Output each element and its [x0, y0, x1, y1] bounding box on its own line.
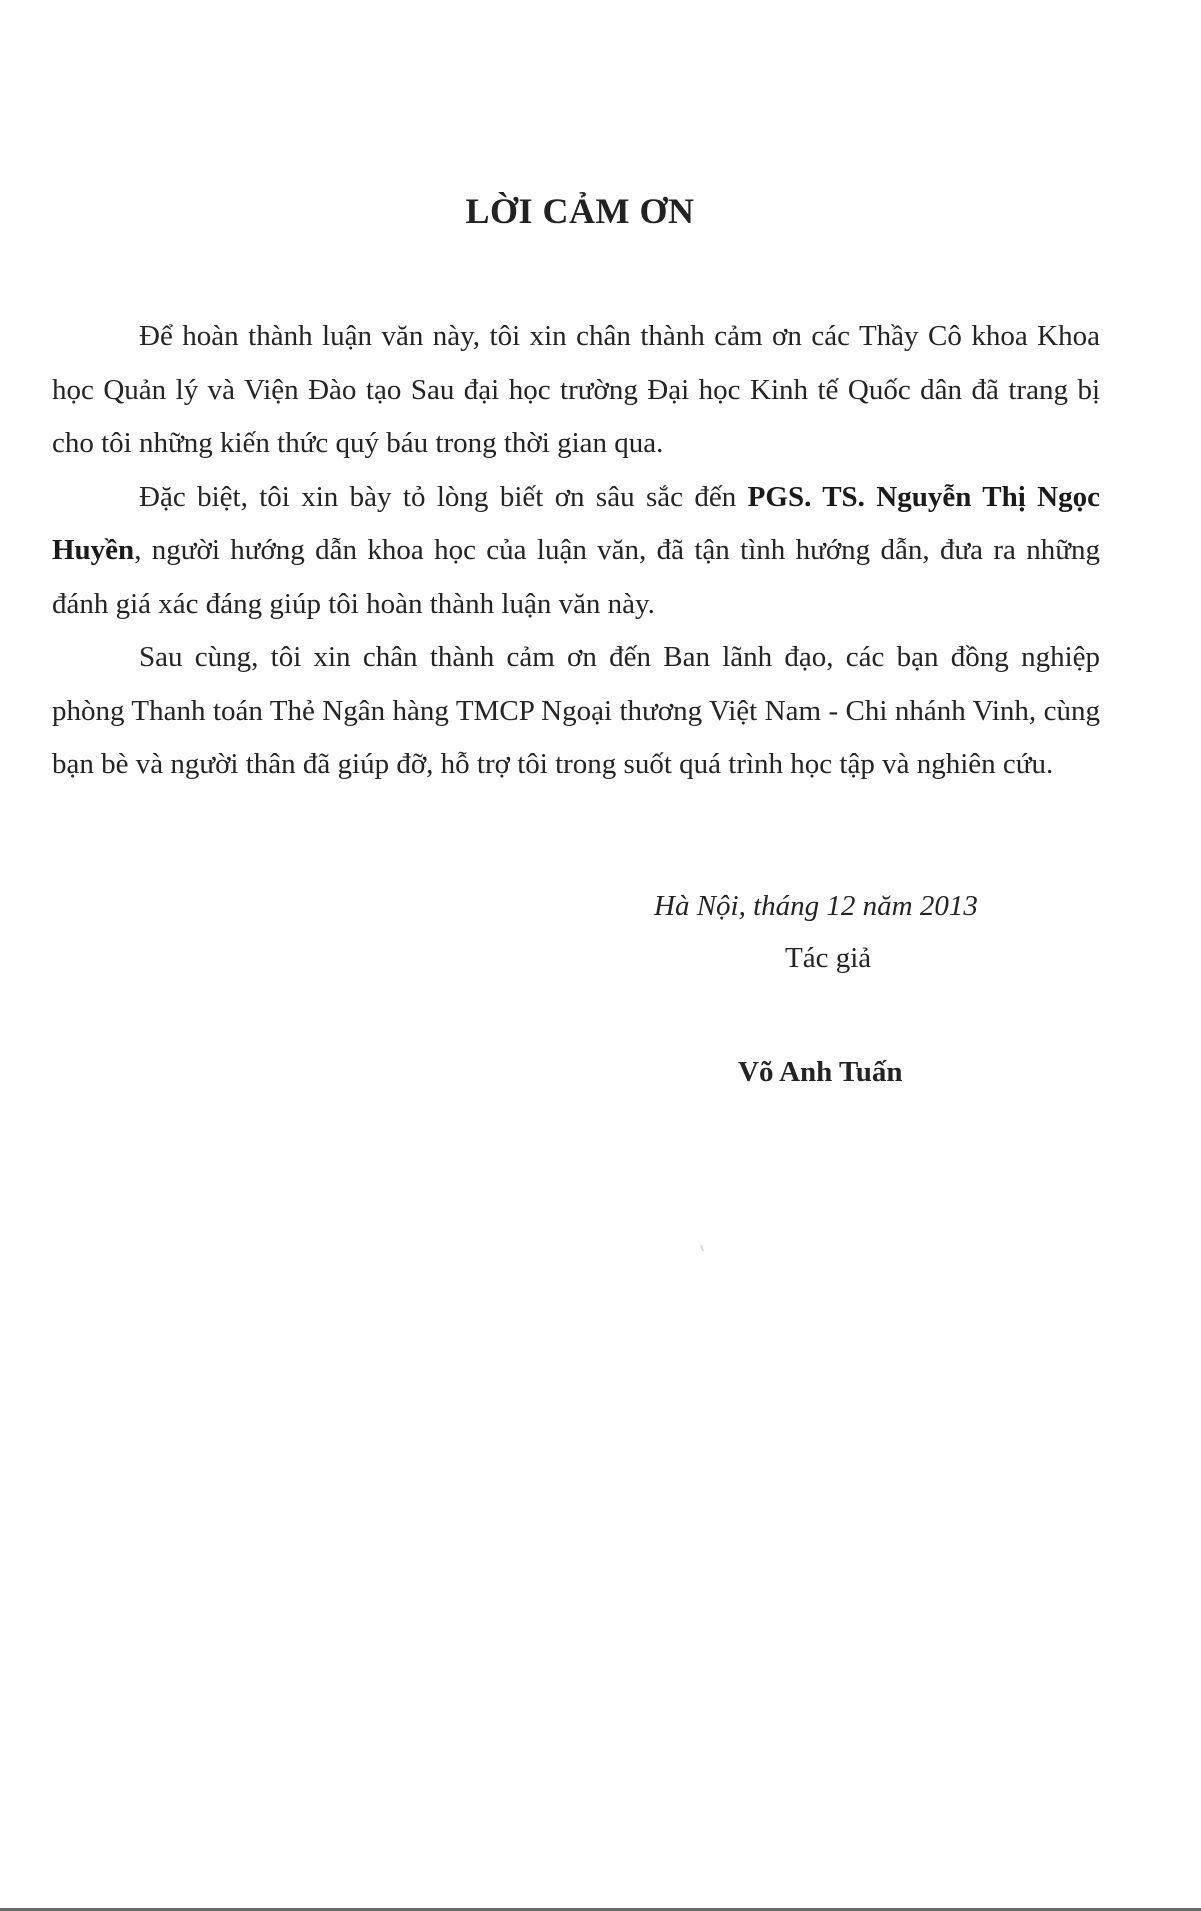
signature-place-date: Hà Nội, tháng 12 năm 2013 [654, 890, 978, 922]
paragraph-thanks-faculty: Để hoàn thành luận văn này, tôi xin chân thành cảm ơn các Thầy Cô khoa Khoa học Quản lý và Viện Đào tạo Sau đại học trường Đại học Kinh tế Quốc dân đã trang bị cho tôi những kiến thức quý báu trong thời gian qua. [52, 320, 1100, 459]
scan-speck [700, 1245, 704, 1251]
signature-role: Tác giả [785, 942, 872, 974]
acknowledgement-body [52, 310, 1100, 792]
author-name: Võ Anh Tuấn [738, 1056, 903, 1088]
paragraph-advisor-prefix: Đặc biệt, tôi xin bày tỏ lòng biết ơn sâu sắc đến [139, 480, 748, 513]
advisor-name: PGS. TS. Nguyễn Thị Ngọc Huyền [52, 480, 1100, 566]
paragraph-advisor-suffix: , người hướng dẫn khoa học của luận văn, đã tận tình hướng dẫn, đưa ra những đánh giá xác đáng giúp tôi hoàn thành luận văn này. [52, 534, 1100, 620]
page-title: LỜI CẢM ƠN [465, 191, 695, 231]
paragraph-thanks-colleagues: Sau cùng, tôi xin chân thành cảm ơn đến Ban lãnh đạo, các bạn đồng nghiệp phòng Thanh toán Thẻ Ngân hàng TMCP Ngoại thương Việt Nam - Chi nhánh Vinh, cùng bạn bè và người thân đã giúp đỡ, hỗ trợ tôi trong suốt quá trình học tập và nghiên cứu. [52, 641, 1100, 780]
paragraph-thanks-advisor [52, 471, 1100, 632]
